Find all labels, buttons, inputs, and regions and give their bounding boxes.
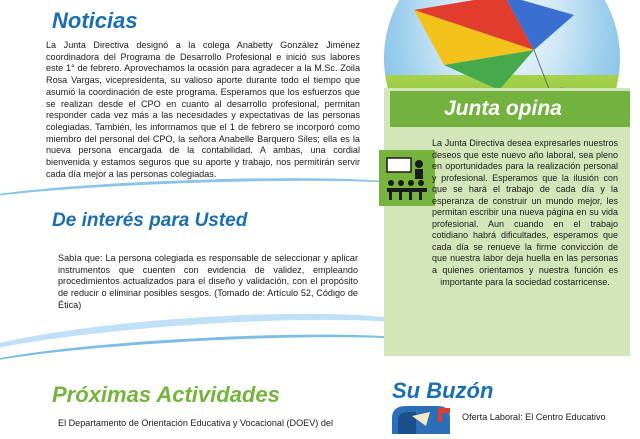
junta-title: Junta opina — [444, 97, 562, 120]
buzon-title: Su Buzón — [392, 378, 494, 403]
interes-title: De interés para Usted — [52, 210, 248, 231]
noticias-body: La Junta Directiva designó a la colega Anabetty González Jiménez coordinadora del Programa de Desarrollo Profesional e inició sus labores este 1° de febrero. Aprovechamos la ocasión para agradecer a la M.Sc. Zoila Rosa Vargas, vicepresidenta, su valioso aporte durante todo el tiempo que asumió la coordinación de este programa. Esperamos que los esfuerzos que se realizan desde el CPO en cuanto al desarrollo profesional, permitan responder cada vez más a las necesidades y expectativas de las personas colegiadas. También, les informamos que el 1 de febrero se incorporó como miembro del personal del CPO, la señora Anabelle Barquero Siles; ella es la nueva persona encargada de la contabilidad. A ambas, una cordial bienvenida y estamos seguros que su aporte y trabajo, nos permitirán servir cada día mejor a las personas colegiadas. — [46, 40, 360, 179]
noticias-title: Noticias — [52, 8, 138, 33]
buzon-body: Oferta Laboral: El Centro Educativo — [462, 412, 606, 422]
junta-body: La Junta Directiva desea expresarles nuestros deseos que este nuevo año laboral, sea pleno en oportunidades para la realización personal y profesional. Esperamos que la ilusión con que se hará el trabajo de cada día y la esperanza de construir un mundo mejor, les permitan escribir una nueva página en su vida profesional. Aun cuando en el trabajo cotidiano habrá dificultades, esperamos que cada día se renueve la firme convicción de que nuestra labor deja huella en las personas a quienes orientamos y nuestra función es importante para la sociedad costarricense. — [432, 138, 618, 287]
actividades-body: El Departamento de Orientación Educativa y Vocacional (DOEV) del — [58, 418, 333, 428]
mailbox-icon — [386, 404, 456, 434]
meeting-icon — [379, 150, 435, 206]
actividades-title: Próximas Actividades — [52, 382, 280, 407]
interes-body: Sabía que: La persona colegiada es responsable de seleccionar y aplicar instrumentos que cuenten con evidencia de validez, empleando procedimientos actualizados para el diseño y validación, con el propósito de reducir o eliminar posibles sesgos. (Tomado de: Artículo 52, Código de Ética) — [58, 253, 358, 310]
